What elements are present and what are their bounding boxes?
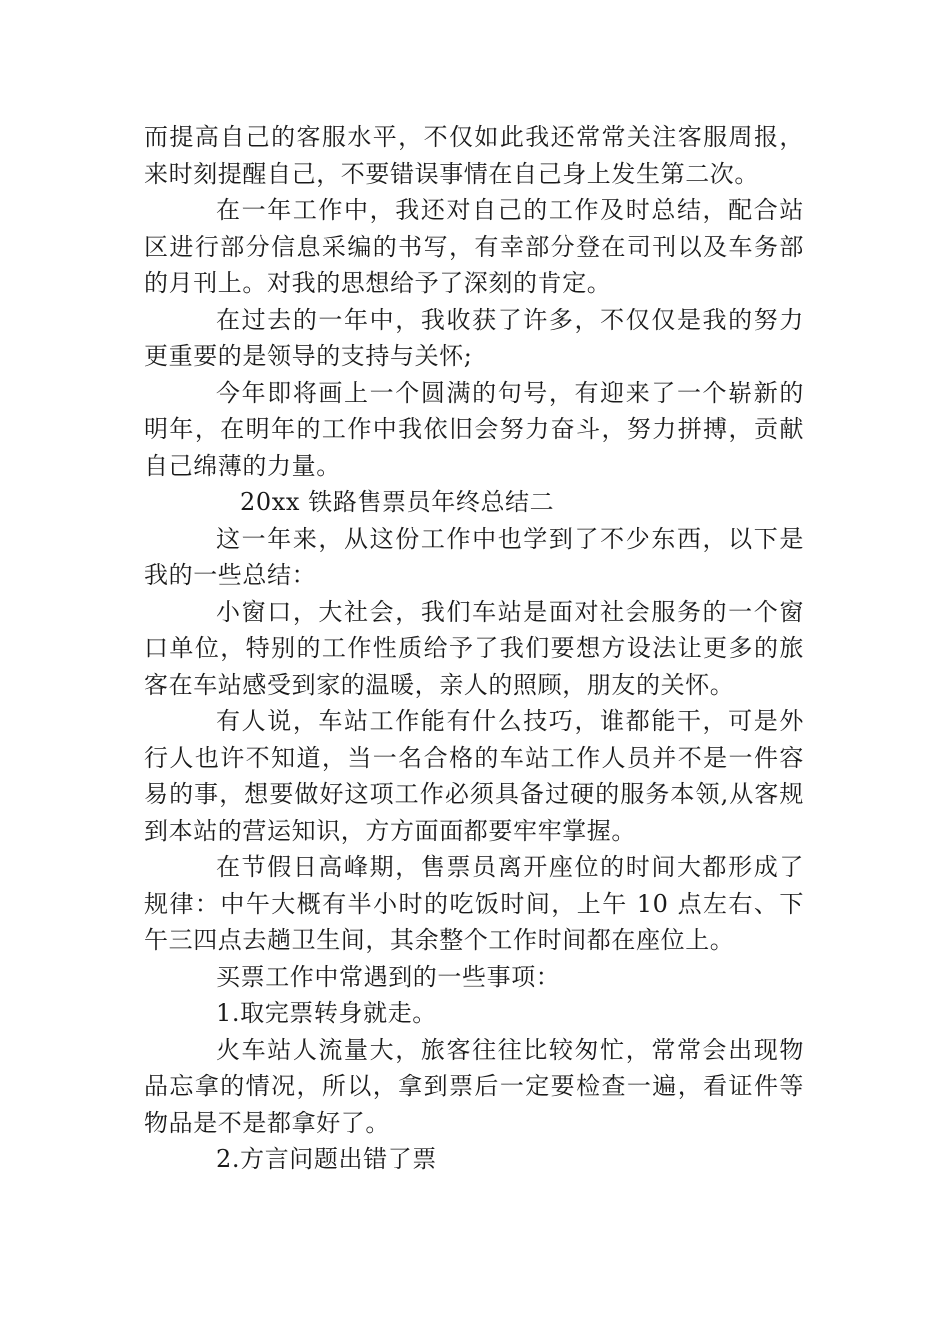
paragraph-common-issues: 买票工作中常遇到的一些事项：	[216, 962, 561, 991]
list-item-2: 2.方言问题出错了票	[216, 1145, 437, 1173]
list-item-1: 1.取完票转身就走。	[216, 999, 437, 1027]
paragraph-new-year: 今年即将画上一个圆满的句号，有迎来了一个崭新的明年，在明年的工作中我依旧会努力奋斗，努力拼搏，贡献自己绵薄的力量。	[144, 378, 804, 480]
paragraph-continuation: 而提高自己的客服水平，不仅如此我还常常关注客服周报，来时刻提醒自己，不要错误事情在自己身上发生第二次。	[144, 123, 804, 188]
paragraph-item-1-detail: 火车站人流量大，旅客往往比较匆忙，常常会出现物品忘拿的情况，所以，拿到票后一定要检查一遍，看证件等物品是不是都拿好了。	[144, 1035, 804, 1137]
paragraph-small-window: 小窗口，大社会，我们车站是面对社会服务的一个窗口单位，特别的工作性质给予了我们要想方设法让更多的旅客在车站感受到家的温暖，亲人的照顾，朋友的关怀。	[144, 597, 804, 699]
paragraph-intro: 这一年来，从这份工作中也学到了不少东西，以下是我的一些总结：	[144, 524, 804, 589]
document-body	[144, 119, 804, 1178]
paragraph-skills: 有人说，车站工作能有什么技巧，谁都能干，可是外行人也许不知道，当一名合格的车站工作人员并不是一件容易的事，想要做好这项工作必须具备过硬的服务本领,从客规到本站的营运知识，方方面面都要牢牢掌握。	[144, 707, 804, 845]
section-heading: 20xx 铁路售票员年终总结二	[240, 488, 555, 516]
paragraph-work-summary: 在一年工作中，我还对自己的工作及时总结，配合站区进行部分信息采编的书写，有幸部分登在司刊以及车务部的月刊上。对我的思想给予了深刻的肯定。	[144, 196, 804, 297]
paragraph-peak-period: 在节假日高峰期，售票员离开座位的时间大都形成了规律：中午大概有半小时的吃饭时间，上午 10 点左右、下午三四点去趟卫生间，其余整个工作时间都在座位上。	[144, 853, 804, 954]
paragraph-gains: 在过去的一年中，我收获了许多，不仅仅是我的努力更重要的是领导的支持与关怀;	[144, 305, 804, 370]
